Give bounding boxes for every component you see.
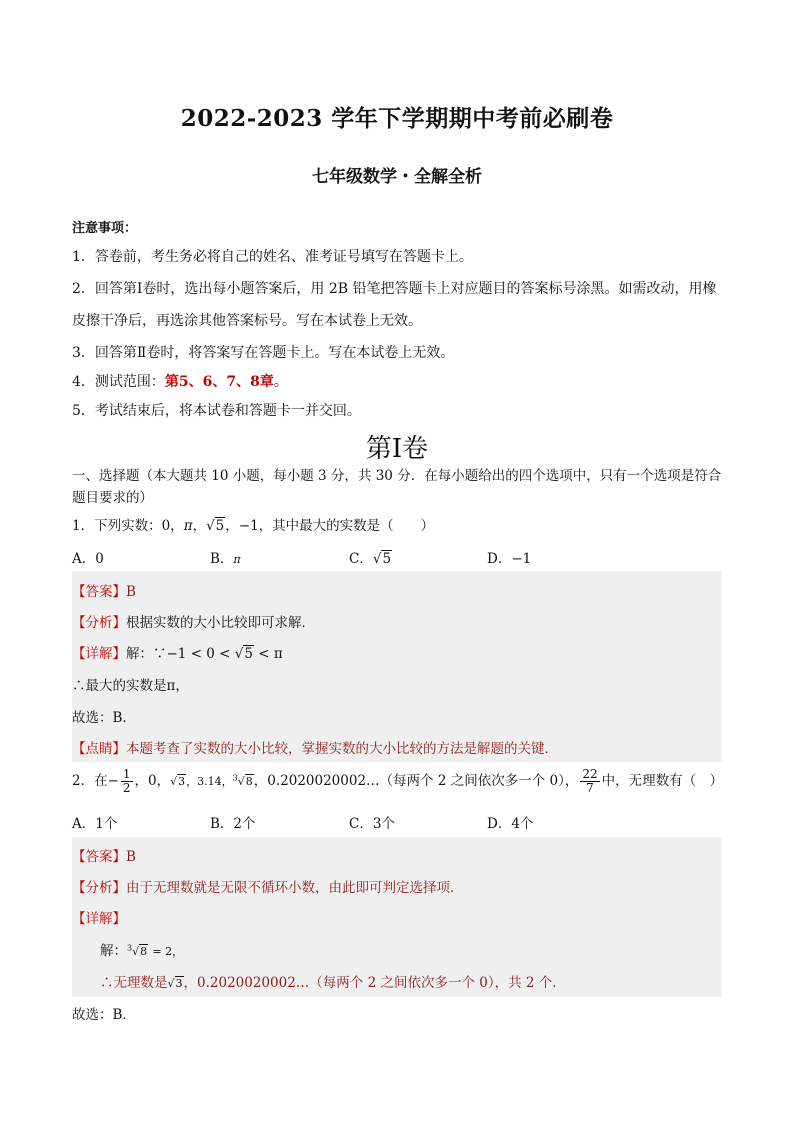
notice-item-2-line-1: 2．回答第Ⅰ卷时，选出每小题答案后，用 2B 铅笔把答题卡上对应题目的答案标号涂黑。如需改动，用橡 (72, 281, 717, 297)
q2-detail-tag: 【详解】 (72, 911, 126, 927)
section-1-heading: 一、选择题（本大题共 10 小题，每小题 3 分，共 30 分．在每小题给出的四个选项中，只有一个选项是符合题目要求的） (72, 468, 722, 506)
q2-choice: 故选：B． (72, 1007, 136, 1023)
q1-analysis: 【分析】根据实数的大小比较即可求解． (72, 615, 315, 631)
notice-item-4 (72, 371, 288, 391)
q2-fraction-22-7: $\frac{22}{7}$ (582, 767, 598, 795)
q1-answer-box (72, 571, 722, 762)
q2-option-a: A．1个 (72, 816, 118, 832)
q2-option-b: B．2个 (210, 816, 256, 832)
notice-item-4-prefix: 4．测试范围： (72, 374, 165, 390)
q1-detail: 【详解】解：∵−1 < 0 < √5 < π (72, 646, 283, 662)
notice-item-2-line-2: 皮擦干净后，再选涂其他答案标号。写在本试卷上无效。 (72, 313, 422, 329)
notice-item-1: 1．答卷前，考生务必将自己的姓名、准考证号填写在答题卡上。 (72, 249, 473, 265)
q1-stem-prefix: 1．下列实数：0， (72, 518, 184, 534)
q1-sep: ， (192, 518, 207, 534)
q1-remark: 【点睛】本题考查了实数的大小比较，掌握实数的大小比较的方法是解题的关键． (72, 741, 558, 757)
q2-analysis: 【分析】由于无理数就是无限不循环小数，由此即可判定选择项． (72, 880, 464, 896)
q2-sqrt3: √3 (170, 775, 186, 788)
q1-option-d: D．−1 (487, 551, 532, 567)
q2-fraction-half: $\frac{1}{2}$ (122, 767, 131, 795)
q2-step-1: 解：$^3$√8 = 2， (100, 943, 184, 959)
q1-conclusion: ∴最大的实数是π， (72, 678, 189, 694)
question-1-stem (72, 514, 434, 534)
q1-pi: π (183, 518, 193, 534)
q2-answer: 【答案】B (72, 849, 136, 865)
volume-title: 第Ⅰ卷 (365, 434, 429, 464)
notice-item-3: 3．回答第Ⅱ卷时，将答案写在答题卡上。写在本试卷上无效。 (72, 345, 455, 361)
q2-option-c: C．3个 (349, 816, 395, 832)
q1-answer: 【答案】B (72, 584, 136, 600)
q1-choice: 故选：B． (72, 710, 136, 726)
q1-stem-suffix: ，−1，其中最大的实数是（ ） (225, 518, 435, 534)
notice-item-4-suffix: 。 (273, 374, 288, 390)
page-title: 2022-2023 学年下学期期中考前必刷卷 (180, 105, 614, 132)
q1-option-b: B．π (210, 551, 241, 567)
page-subtitle: 七年级数学・全解全析 (312, 167, 482, 187)
notice-item-5: 5．考试结束后，将本试卷和答题卡一并交回。 (72, 403, 361, 419)
q1-option-c: C．√5 (349, 551, 392, 567)
q2-option-d: D．4个 (487, 816, 534, 832)
q1-sqrt5: √5 (206, 518, 225, 534)
test-range: 第5、6、7、8章 (164, 374, 274, 390)
q2-cbrt8: $^3$√8 (232, 773, 253, 788)
q1-option-a: A．0 (72, 551, 104, 567)
q2-step-2: ∴无理数是√3，0.2020020002…（每两个 2 之间依次多一个 0），共 2 个． (100, 975, 566, 991)
question-2-stem: 2．在− $\frac{1}{2}$ ，0，√3，3.14，$^3$√8，0.2020020002…（每两个 2 之间依次多一个 0）， $\frac{22}{7}$ 中，无理数有（ ） (72, 767, 724, 795)
notice-heading: 注意事项： (72, 221, 138, 236)
